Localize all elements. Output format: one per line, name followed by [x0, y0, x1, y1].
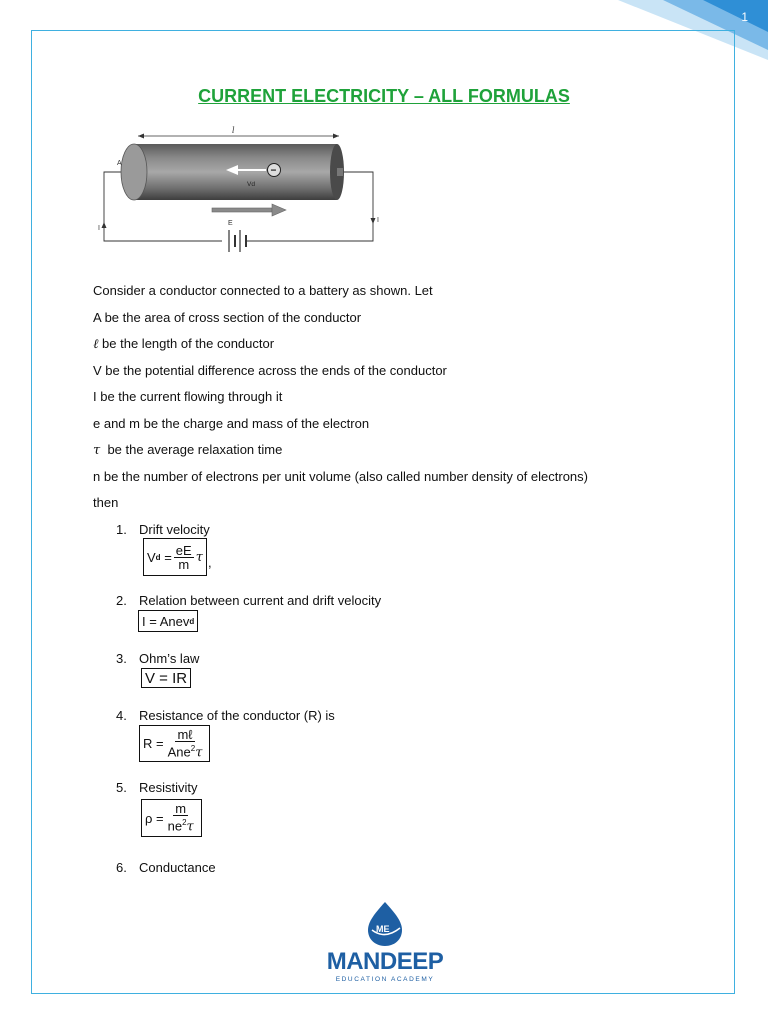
current-left-label: I: [98, 225, 100, 232]
item-label-resistivity: Resistivity: [139, 780, 198, 795]
page-title: CURRENT ELECTRICITY – ALL FORMULAS: [198, 86, 570, 106]
page-number: 1: [741, 10, 748, 24]
item-label-current-drift: Relation between current and drift velocity: [139, 593, 382, 608]
item-number: 3.: [116, 651, 127, 666]
formula-ohms-law: V = IR: [141, 668, 191, 688]
item-label-ohms-law: Ohm’s law: [139, 651, 200, 666]
intro-line: then: [93, 495, 119, 510]
formula-current-drift: I = Anev d: [138, 610, 198, 632]
formula-resistance: R = $\frac{\text{mℓ}}{Ane^2\tau}$: [139, 725, 210, 762]
item-number: 5.: [116, 780, 127, 795]
intro-line: Consider a conductor connected to a battery as shown. Let: [93, 283, 433, 298]
ell-symbol: ℓ: [93, 337, 99, 352]
intro-line: τ be the average relaxation time: [93, 442, 283, 458]
item-label-resistance: Resistance of the conductor (R) is: [139, 708, 335, 723]
formula-comma: ,: [208, 555, 212, 570]
item-number: 6.: [116, 860, 127, 875]
current-left-arrow: [102, 222, 107, 228]
current-right-arrow: [371, 218, 376, 224]
battery-label: E: [228, 220, 233, 227]
length-label: l: [232, 126, 235, 135]
intro-line: A be the area of cross section of the conductor: [93, 310, 362, 325]
logo-name: MANDEEP: [326, 948, 444, 975]
area-label: A: [117, 160, 122, 167]
intro-line: V be the potential difference across the ends of the conductor: [93, 363, 447, 378]
electron-icon: −: [270, 165, 277, 177]
intro-line: n be the number of electrons per unit volume (also called number density of electrons): [93, 469, 588, 484]
conductor-diagram: [94, 122, 398, 267]
item-number: 1.: [116, 522, 127, 537]
intro-line: ℓ be the length of the conductor: [93, 336, 275, 352]
length-arrow: [138, 134, 339, 139]
current-right-label: I: [377, 217, 379, 224]
item-label-drift-velocity: Drift velocity: [139, 522, 210, 537]
intro-line: e and m be the charge and mass of the electron: [93, 416, 370, 431]
logo-mark: ME: [376, 924, 390, 934]
current-arrow: [212, 204, 286, 216]
battery-icon: [229, 230, 246, 252]
item-number: 4.: [116, 708, 127, 723]
formula-resistivity: ρ = $\frac{m}{ne^2\tau}$: [141, 799, 202, 837]
item-label-conductance: Conductance: [139, 860, 216, 875]
tau-symbol: τ: [93, 443, 101, 458]
formula-drift-velocity: V d = $\frac{eE}{m}$ τ: [143, 538, 207, 576]
logo-subtitle: EDUCATION ACADEMY: [335, 976, 435, 983]
drift-velocity-label: Vd: [247, 181, 255, 188]
item-number: 2.: [116, 593, 127, 608]
intro-line: I be the current flowing through it: [93, 389, 283, 404]
